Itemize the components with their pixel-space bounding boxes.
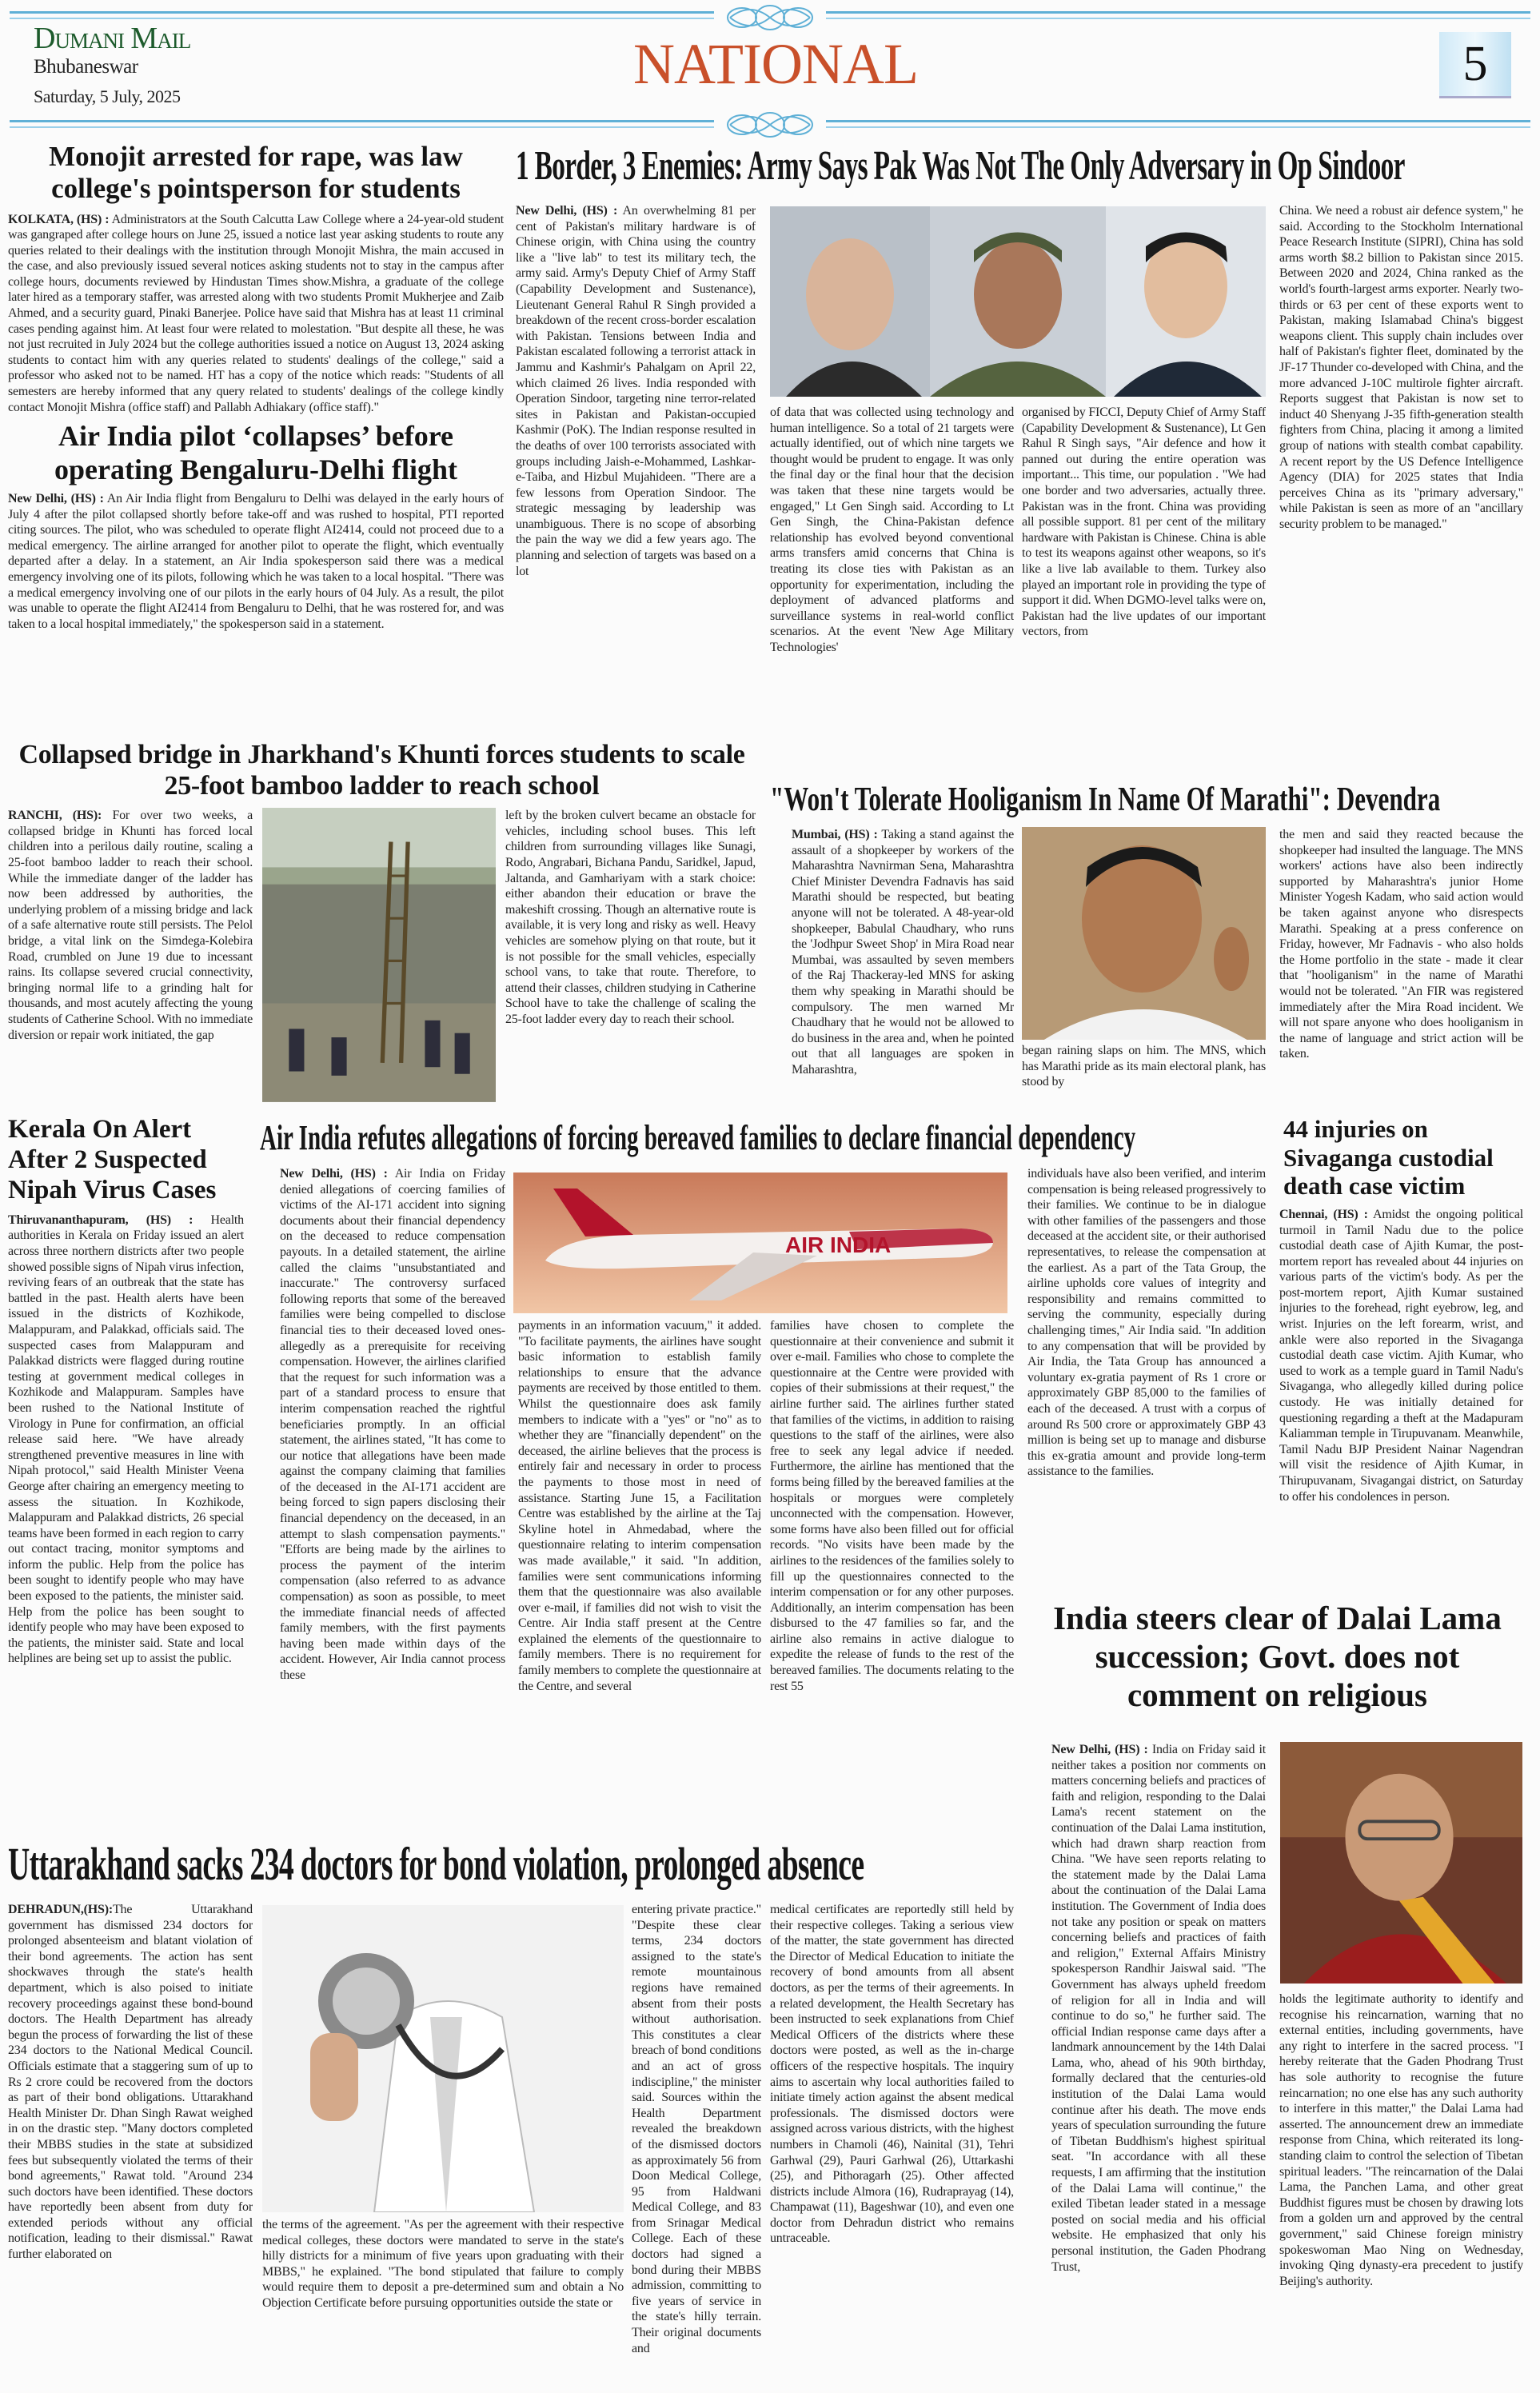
article-text: individuals have also been verified, and interim compensation is being released progressively to their families. We continue to be in dialogue with other families of the passengers and those deceased at the accident site, or their authorised representatives, to release the compensation at the earliest. As a part of the Tata Group, the airline upholds core values of integrity and responsibility and remains committed to serving the community, especially during challenging times," Air India said. "In addition to any compensation that will be provided by Air India, the Tata Group has announced a voluntary ex-gratia payment of Rs 1 crore or approximately GBP 85,000 to the families of each of the deceased. A trust with a corpus of around Rs 500 crore or approximately GBP 43 million is being set up to manage and disburse this ex-gratia amount and provide long-term assistance to the families. bbox=[1027, 1167, 1266, 1479]
article-text: Health authorities in Kerala on Friday issued an alert across three northern districts after two people showed possible signs of Nipah virus infection, reviving fears of an outbreak that the state has battled in the past. Health alerts have been issued in the districts of Kozhikode, Malappuram, and Palakkad, officials said. The suspected cases from Malappuram and Palakkad districts were flagged during routine testing at government medical colleges in Kozhikode and Malappuram. Samples have been rushed to the National Institute of Virology in Pune for confirmation, an official release said here. "We have already strengthened preventive measures in line with Nipah protocol," said Health Minister Veena George after chairing an emergency meeting to assess the situation. In Kozhikode, Malappuram and Palakkad districts, 26 special teams have been formed in each region to carry out contact tracing, monitor symptoms and inform the public. Help from the police has been sought to identify people who may have been exposed to the patients, the minister said. Help from the police has been sought to identify people who may have been exposed to the patients, the minister said. State and local helplines are being set up to assist the public. bbox=[8, 1212, 244, 1666]
headline: Kerala On Alert After 2 Suspected Nipah Virus Cases bbox=[8, 1115, 217, 1204]
article-text: the terms of the agreement. "As per the agreement with their respective medical colleges, these doctors were mandated to serve in the state's hilly districts for a minimum of five years upon graduating with their MBBS," he explained. "The bond stipulated that failure to comply would require them to deposit a pre-determined sum and obtain a No Objection Certificate before pursuing opportunities outside the state or bbox=[262, 2218, 624, 2310]
article-text: An overwhelming 81 per cent of Pakistan's military hardware is of Chinese origin, with China using the country like a "live lab" to test its military tech, the army said. Army's Deputy Chief of Army Staff (Capability Development and Sustenance), Lieutenant General Rahul R Singh provided a breakdown of the recent cross-border escalation with Pakistan. Tensions between India and Pakistan escalated following a terrorist attack in Jammu and Kashmir's Pahalgam on April 22, which claimed 26 lives. India responded with Operation Sindoor, targeting nine terror-related sites in Pakistan and Pakistan-occupied Kashmir (PoK). The Indian response resulted in the deaths of over 100 terrorists associated with groups including Jaish-e-Mohammed, Lashkar-e-Taiba, and Hizbul Mujahideen. "There are a few lessons from Operation Sindoor. The strategic messaging by leadership was unambiguous. There is no scope of absorbing the pain the way we did a few years ago. The planning and selection of targets was based on a lot bbox=[516, 204, 756, 578]
page-number: 5 bbox=[1439, 32, 1511, 98]
dateline: New Delhi, (HS) : bbox=[1051, 1743, 1148, 1756]
newspaper-name: Dumani Mail bbox=[34, 22, 191, 55]
article-custodial bbox=[1279, 1115, 1523, 1595]
article-nipah bbox=[8, 1115, 248, 1832]
air-india-plane-photo bbox=[513, 1173, 1007, 1313]
article-text: China. We need a robust air defence system," he said. According to the Stockholm International Peace Research Institute (SIPRI), China has sold arms worth $8.2 billion to Pakistan since 2015. Between 2020 and 2024, China ranked as the world's fourth-largest arms exporter. Nearly two-thirds or 63 per cent of these exports went to Pakistan, making Islamabad China's biggest weapons client. This supply chain includes over half of Pakistan's fighter fleet, dominated by the JF-17 Thunder co-developed with China, and the more advanced J-10C multirole fighter aircraft. Reports suggest that Pakistan is now set to induct 40 Shenyang J-35 fifth-generation stealth fighters from China, placing it among a limited group of nations with stealth combat capability. A recent report by the US Defence Intelligence Agency (DIA) for 2025 states that India perceives China as its "primary adversary," while Pakistan is seen as more of an "ancillary security problem to be managed." bbox=[1279, 204, 1523, 531]
section-title: NATIONAL bbox=[633, 32, 918, 96]
dateline: DEHRADUN,(HS): bbox=[8, 1903, 113, 1916]
article-text: holds the legitimate authority to identify and recognise his reincarnation, warning that no external entities, including governments, have any right to interfere in the sacred process. "I hereby reiterate that the Gaden Phodrang Trust has sole authority to recognise the future reincarnation; no one else has any such authority to interfere in this matter," the Dalai Lama had asserted. The announcement drew an immediate response from China, which reiterated its long-standing claim to control the selection of Tibetan spiritual leaders. "The reincarnation of the Dalai Lama, the Panchen Lama, and other great Buddhist figures must be chosen by drawing lots from a golden urn and approved by the central government," said Chinese foreign ministry spokeswoman Mao Ning on Wednesday, invoking Qing dynasty-era precedent to justify Beijing's authority. bbox=[1279, 1992, 1523, 2288]
dateline: Thiruvananthapuram, (HS) : bbox=[8, 1212, 193, 1227]
plane-livery-text: AIR INDIA bbox=[785, 1232, 892, 1257]
dateline: New Delhi, (HS) : bbox=[516, 204, 618, 218]
bamboo-ladder-photo bbox=[262, 808, 496, 1102]
headline: 44 injuries on Sivaganga custodial death case victim bbox=[1283, 1115, 1494, 1200]
article-text: Air India on Friday denied allegations of coercing families of victims of the AI-171 accident into signing documents about their financial dependency on the deceased to reduce compensation payouts. In a detailed statement, the airline called the claims "unsubstantiated and inaccurate." The controversy surfaced following reports that some of the bereaved families were being compelled to disclose financial ties to their deceased loved ones-allegedly as a prerequisite for receiving compensation. However, the airlines clarified that the request for such information was a part of a standard process to ensure that interim compensation reached the rightful beneficiaries promptly. In an official statement, the airlines stated, "It has come to our notice that allegations have been made against the company claiming that families of the deceased in the AI-171 accident are being forced to sign papers disclosing their financial dependency on the deceased, in an attempt to slash compensation payments." "Efforts are being made by the airlines to process the payment of the interim compensation (also referred to as advance compensation) as soon as possible, to meet the immediate financial needs of affected family members, with the first payments having been made within days of the accident. However, Air India cannot process these bbox=[280, 1167, 505, 1682]
article-text: Amidst the ongoing political turmoil in Tamil Nadu due to the police custodial death case of Ajith Kumar, the post-mortem report has revealed about 44 injuries on various parts of the victim's body. As per the post-mortem report, Ajith Kumar sustained injuries to the forehead, right eyebrow, leg, and wrist. Injuries on the left forearm, wrist, and ankle were also reported in the Sivaganga custodial death case victim. Ajith Kumar, who used to work as a temple guard in Tamil Nadu's Sivaganga, who allegedly killed during police custody. He was initially detained for questioning regarding a theft at the Madapuram Kaliamman temple in Tirupuvanam. Meanwhile, Tamil Nadu BJP President Nainar Nagendran will visit the residence of Ajith Kumar, in Thirupuvanam, Sivagangai district, on Saturday to offer his condolences in person. bbox=[1279, 1207, 1523, 1504]
headline: Air India pilot ‘collapses’ before operating Bengaluru-Delhi flight bbox=[54, 420, 458, 485]
headline: "Won't Tolerate Hooliganism In Name Of Marathi": Devendra bbox=[770, 781, 1441, 818]
dateline: RANCHI, (HS): bbox=[8, 809, 102, 823]
dateline: KOLKATA, (HS) : bbox=[8, 212, 110, 226]
dateline: New Delhi, (HS) : bbox=[280, 1167, 388, 1181]
article-text: payments in an information vacuum," it added. "To facilitate payments, the airlines have sought basic information to establish family relationships to ensure that the advance payments are received by those entitled to them. Whilst the questionnaire does ask family members to indicate with a "yes" or "no" as to whether they are "financially dependent" on the deceased, the airline believes that the process is entirely fair and necessary in order to process the payments to those most in need of assistance. Starting June 15, a Facilitation Centre was established by the airline at the Taj Skyline hotel in Ahmedabad, where the questionnaire relating to interim compensation was made available," it said. "In addition, families were sent communications informing them that the questionnaire was also available over e-mail, if families did not wish to visit the Centre. Air India staff present at the Centre explained the elements of the questionnaire to family members. There is no requirement for family members to complete the questionnaire at the Centre, and several bbox=[518, 1319, 761, 1693]
doctor-stethoscope-photo bbox=[262, 1905, 624, 2212]
ornament-top-icon bbox=[714, 2, 826, 34]
article-pilot bbox=[8, 420, 504, 632]
dalai-lama-photo bbox=[1279, 1742, 1523, 1984]
article-text: organised by FICCI, Deputy Chief of Army Staff (Capability Development & Sustenance), Lt Gen Rahul R Singh says, "Air defence and how it panned out during the entire operation was important... This time, our population . "We had one border and two adversaries, actually three. Pakistan was in the front. China was providing all possible support. 81 per cent of the military hardware with Pakistan is Chinese. China is able to test its weapons against other weapons, so it's like a live lab available to them. Turkey also played an important role in providing the type of support it did. When DGMO-level talks were on, Pakistan had the live updates of our important vectors, from bbox=[1022, 405, 1266, 639]
article-text: India on Friday said it neither takes a position nor comments on matters concerning beliefs and practices of faith and religion, responding to the Dalai Lama's recent statement on the continuation of the Dalai Lama institution, which had drawn sharp reaction from China. "We have seen reports relating to the statement made by the Dalai Lama about the continuation of the Dalai Lama institution. The Government of India does not take any position or speak on matters concerning beliefs and practices of faith and religion," External Affairs Ministry spokesperson Randhir Jaiswal said. "The Government has always upheld freedom of religion for all in India and will continue to do so," he further said. The official Indian response came days after a landmark announcement by the 14th Dalai Lama, who, ahead of his 90th birthday, formally declared that the centuries-old institution of the Dalai Lama would continue after his death. The move ends years of speculation surrounding the future of Tibetan Buddhism's highest spiritual seat. "In accordance with all these requests, I am affirming that the institution of the Dalai Lama will continue," the exiled Tibetan leader stated in a message posted on social media and his official website. He emphasized that only his personal institution, the Gaden Phodrang Trust, bbox=[1051, 1743, 1266, 2274]
article-text: For over two weeks, a collapsed bridge in Khunti has forced local children into a perilous daily routine, scaling a 25-foot bamboo ladder to reach their school. While the immediate danger of the ladder has now been addressed by authorities, the underlying problem of a missing bridge and lack of a safe alternative route still persists. The Pelol bridge, a vital link on the Simdega-Kolebira Road, crumbled on June 19 due to incessant rains. Its collapse severed crucial connectivity, bringing normal life to a grinding halt for thousands, and most acutely affecting the young students of Catherine School. With no immediate diversion or repair work initiated, the gap bbox=[8, 809, 253, 1042]
article-text: left by the broken culvert became an obstacle for vehicles, including school buses. This left children from surrounding villages like Sunagi, Rodo, Angrabari, Bichana Pandu, Saridkel, Japud, Jaltanda, and Gamhariyam with a stark choice: either abandon their education or brave the makeshift crossing. Though an alternative route is available, it is very long and risky as well. Heavy vehicles are somehow plying on that route, but it is not possible for the small vehicles, especially school vans, to take that route. Therefore, to attend their classes, children studying in Catherine School have to take the challenge of scaling the 25-foot ladder every day to reach their school. bbox=[505, 809, 756, 1026]
article-text: began raining slaps on him. The MNS, which has Marathi pride as its main electoral plank, has stood by bbox=[1022, 1044, 1266, 1089]
article-text: families have chosen to complete the questionnaire at their convenience and submit it over e-mail. Families who chose to complete the questionnaire at the Centre were provided with copies of their submissions at their request," the airline further said. The airlines further stated that families of the victims, in addition to raising questions to the staff of the airlines, were also free to seek any legal advice if needed. Furthermore, the airline has mentioned that the forms being filled by the bereaved families at the hospitals or morgues were completely unconnected with the compensation. However, some forms have also been filled out for official records. "No visits have been made by the airlines to the residences of the families solely to fill up the questionnaires connected to the interim compensation or for any other purposes. Additionally, an interim compensation has been disbursed to the 47 families so far, and the airline also remains in active dialogue to expedite the release of funds to the rest of the bereaved families. The documents relating to the rest 55 bbox=[770, 1319, 1014, 1693]
dateline: Chennai, (HS) : bbox=[1279, 1207, 1368, 1221]
dateline: New Delhi, (HS) : bbox=[8, 492, 104, 505]
left-top-column bbox=[8, 141, 504, 736]
article-text: An Air India flight from Bengaluru to Delhi was delayed in the early hours of July 4 after the pilot collapsed shortly before take-off and was rushed to hospital, PTI reported citing sources. The pilot, who was scheduled to operate flight AI2414, could not proceed due to a medical emergency. The airline arranged for another pilot to operate the flight, which eventually departed after a delay. In a statement, an Air India spokesperson said there was a medical emergency involving one of its pilots, following which he was taken to a local hospital. "There was a medical emergency involving one of our pilots in the early hours of 04 July. As a result, the pilot was unable to operate the flight AI2414 from Bengaluru to Delhi, that he was rostered for, and was taken to a local hospital immediately," the spokesperson said in a statement. bbox=[8, 492, 504, 631]
article-text: The Uttarakhand government has dismissed 234 doctors for prolonged absenteeism and blatant violation of their bond agreements. The action has sent shockwaves through the state's health department, which is also poised to initiate recovery proceedings against these bond-bound doctors. The Health Department has already begun the process of forwarding the list of these 234 doctors to the National Medical Council. Officials estimate that a staggering sum of up to Rs 2 crore could be recovered from the doctors as part of their bond obligations. Uttarakhand Health Minister Dr. Dhan Singh Rawat weighed in on the drastic step. "Many doctors completed their MBBS studies in the state at subsidized fees but subsequently violated the terms of their bond agreements," Rawat told. "Around 234 such doctors have been identified. These doctors have reportedly been absent from duty for extended periods without any official notification, leading to their dismissal." Rawat further elaborated on bbox=[8, 1903, 253, 2262]
headline: India steers clear of Dalai Lama succession; Govt. does not comment on religious bbox=[1053, 1600, 1502, 1713]
headline: Uttarakhand sacks 234 doctors for bond violation, prolonged absence bbox=[8, 1838, 864, 1890]
headline: Collapsed bridge in Jharkhand's Khunti forces students to scale 25-foot bamboo ladder to reach school bbox=[18, 740, 745, 801]
devendra-fadnavis-photo bbox=[1022, 827, 1266, 1040]
article-text: Administrators at the South Calcutta Law College where a 24-year-old student was gangraped after college hours on June 25, issued a notice last year asking students to route any queries related to their dealings with the institution through Monojit Mishra, the main accused in the case, and also previously issued several notices asking students not to stay in the campus after college hours, documents reviewed by Hindustan Times show.Mishra, a graduate of the college later hired as a temporary staffer, was arrested along with two students Promit Mukherjee and Zaib Ahmed, and a security guard, Pinaki Banerjee. Police have said that Mishra has at least 11 criminal cases pending against him. At least four were related to molestation. "But despite all these, he was not just recruited in July 2024 but the college authorities issued a notice on August 13, 2024 asking students to contact him with any queries related to students' dealings of the college," said a professor who asked not to be named. HT has a copy of the notice which reads: "Students of all semesters are hereby informed that any query related to students' dealings of the college kindly contact Monojit Mishra (office staff) and Pallabh Adhiakary (office staff)." bbox=[8, 212, 504, 414]
article-text: Taking a stand against the assault of a shopkeeper by workers of the Maharashtra Navnirman Sena, Maharashtra Chief Minister Devendra Fadnavis has said Marathi should be respected, but beating anyone will not be tolerated. A 48-year-old shopkeeper, Babulal Chaudhary, who runs the 'Jodhpur Sweet Shop' in Mira Road near Mumbai, was assaulted by seven members of the Raj Thackeray-led MNS for asking them why speaking in Marathi should be compulsory. The men warned Mr Chaudhary that he would not be allowed to do business in the area and, when he pointed out that all languages are spoken in Maharashtra, bbox=[792, 828, 1014, 1077]
ornament-bottom-icon bbox=[714, 109, 826, 141]
article-text: entering private practice." "Despite these clear terms, 234 doctors assigned to the state's remote mountainous regions have remained absent from their posts without authorisation. This constitutes a clear breach of bond conditions and an act of gross indiscipline," the minister said. Sources within the Health Department revealed the breakdown of the dismissed doctors as approximately 56 from Doon Medical College, 95 from Haldwani Medical College, and 83 from Srinagar Medical College. Each of these doctors had signed a bond during their MBBS admission, committing to five years of service in the state's hilly terrain. Their original documents and bbox=[632, 1903, 761, 2355]
article-monojit bbox=[8, 141, 504, 415]
dateline: Mumbai, (HS) : bbox=[792, 828, 878, 841]
article-text: medical certificates are reportedly still held by their respective colleges. Taking a serious view of the matter, the state government has directed the Director of Medical Education to initiate the recovery of bond amounts from all absent doctors, as per the terms of their agreements. In a related development, the Health Secretary has been instructed to seek explanations from Chief Medical Officers of the districts where these doctors were posted, as well as the in-charge officers of the respective hospitals. The inquiry aims to ascertain why local authorities failed to initiate timely action against the absent medical professionals. The dismissed doctors were assigned across various districts, with the highest numbers in Chamoli (46), Nainital (31), Tehri Garhwal (29), Pauri Garhwal (26), Uttarkashi (25), and Pithoragarh (25). Other affected districts include Almora (16), Rudraprayag (14), Champawat (11), Bageshwar (10), and even one doctor from Dehradun district who remains untraceable. bbox=[770, 1903, 1014, 2246]
dalai-headline-box bbox=[1031, 1600, 1523, 1737]
article-text: of data that was collected using technology and human intelligence. So a total of 21 targets were actually identified, out of which nine targets we thought would be prudent to engage. It was only the final day or the final hour that the decision was taken that these nine targets would be engaged," Lt Gen Singh said. According to Lt Gen Singh, the China-Pakistan defence relationship has evolved beyond conventional arms transfers amid concerns that China is treating its close ties with Pakistan as an opportunity for experimentation, including the deployment of advanced platforms and surveillance systems in real-world conflict scenarios. At the event 'New Age Military Technologies' bbox=[770, 405, 1014, 654]
article-bridge bbox=[8, 739, 756, 1102]
article-text: the men and said they reacted because the shopkeeper had insulted the language. The MNS workers' actions have also been indirectly supported by Maharashtra's junior Home Minister Yogesh Kadam, who said action would be taken against anyone who disrespects Marathi. Speaking at a press conference on Friday, however, Mr Fadnavis - who also holds the Home portfolio in the state - made it clear that "hooliganism" in the name of Marathi would not be tolerated. "An FIR was registered immediately after the Mira Road incident. We will not spare anyone who does hooliganism in the name of language and strict action will be taken. bbox=[1279, 828, 1523, 1061]
headline: 1 Border, 3 Enemies: Army Says Pak Was Not The Only Adversary in Op Sindoor bbox=[516, 143, 1405, 189]
headline: Monojit arrested for rape, was law college's pointsperson for students bbox=[49, 141, 463, 205]
edition-city: Bhubaneswar bbox=[34, 56, 138, 78]
headline: Air India refutes allegations of forcing bereaved families to declare financial dependency bbox=[260, 1118, 1136, 1157]
issue-date: Saturday, 5 July, 2025 bbox=[34, 86, 181, 106]
leaders-photo bbox=[770, 206, 1266, 397]
